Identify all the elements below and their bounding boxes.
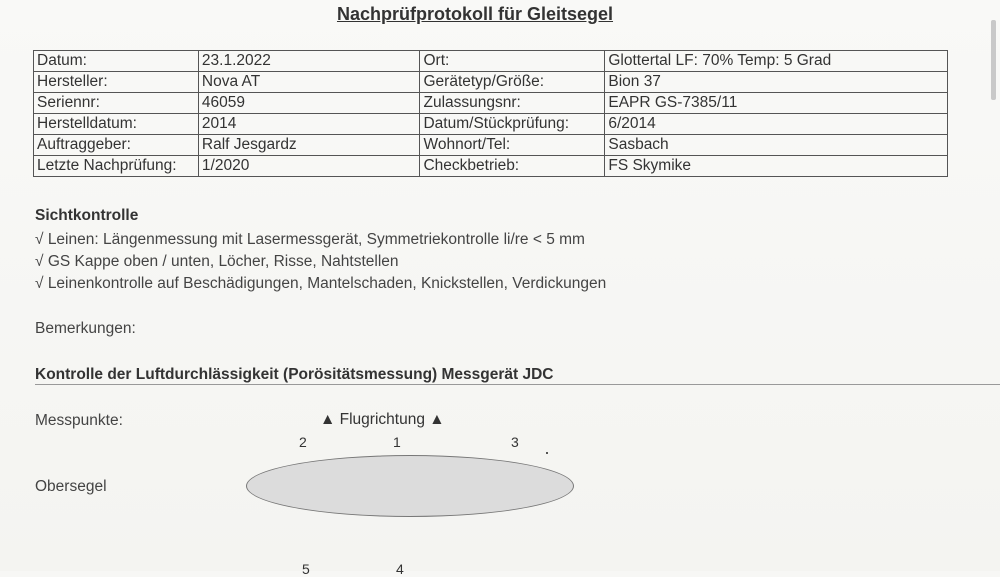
sichtkontrolle-item: √ GS Kappe oben / unten, Löcher, Risse, Nahtstellen (35, 253, 399, 270)
info-label-cell: Auftraggeber: (34, 135, 199, 156)
info-value-cell: Bion 37 (605, 72, 948, 93)
info-label-cell: Hersteller: (34, 72, 199, 93)
info-value-cell: 6/2014 (605, 114, 948, 135)
info-row (34, 156, 948, 177)
info-label-cell: Datum/Stückprüfung: (420, 114, 605, 135)
messpunkt-label: 3 (511, 434, 519, 450)
info-value-cell: FS Skymike (605, 156, 948, 177)
info-row (34, 51, 948, 72)
porositaet-title: Kontrolle der Luftdurchlässigkeit (Porösitätsmessung) Messgerät JDC (35, 366, 554, 383)
info-value-cell: Glottertal LF: 70% Temp: 5 Grad (605, 51, 948, 72)
sichtkontrolle-item: √ Leinen: Längenmessung mit Lasermessgerät, Symmetriekontrolle li/re < 5 mm (35, 231, 585, 248)
messpunkt-label: 2 (299, 434, 307, 450)
info-label-cell: Herstelldatum: (34, 114, 199, 135)
info-value-cell: 1/2020 (198, 156, 420, 177)
messpunkt-label: 4 (396, 561, 404, 577)
messpunkt-label: 1 (393, 434, 401, 450)
info-row (34, 72, 948, 93)
info-row (34, 93, 948, 114)
info-label-cell: Seriennr: (34, 93, 199, 114)
section-divider (35, 384, 1000, 385)
obersegel-shape (246, 455, 574, 517)
obersegel-label: Obersegel (35, 478, 107, 495)
page-title: Nachprüfprotokoll für Gleitsegel (336, 4, 614, 24)
info-row (34, 114, 948, 135)
info-label-cell: Datum: (34, 51, 199, 72)
info-label-cell: Letzte Nachprüfung: (34, 156, 199, 177)
flugrichtung-label: ▲ Flugrichtung ▲ (320, 411, 445, 428)
sichtkontrolle-item: √ Leinenkontrolle auf Beschädigungen, Mantelschaden, Knickstellen, Verdickungen (35, 275, 607, 292)
info-value-cell: Nova AT (198, 72, 420, 93)
info-value-cell: 2014 (198, 114, 420, 135)
info-value-cell: EAPR GS-7385/11 (605, 93, 948, 114)
info-table (33, 50, 948, 177)
messpunkte-label: Messpunkte: (35, 412, 123, 429)
info-value-cell: 46059 (198, 93, 420, 114)
info-value-cell: 23.1.2022 (198, 51, 420, 72)
messpunkt-label: 5 (302, 561, 310, 577)
info-label-cell: Gerätetyp/Größe: (420, 72, 605, 93)
info-row (34, 135, 948, 156)
marker-dot (546, 452, 548, 454)
sichtkontrolle-title: Sichtkontrolle (35, 207, 139, 224)
info-value-cell: Ralf Jesgardz (198, 135, 420, 156)
scrollbar-thumb[interactable] (991, 20, 996, 100)
info-label-cell: Wohnort/Tel: (420, 135, 605, 156)
info-label-cell: Checkbetrieb: (420, 156, 605, 177)
bemerkungen-label: Bemerkungen: (35, 320, 136, 337)
info-label-cell: Zulassungsnr: (420, 93, 605, 114)
info-label-cell: Ort: (420, 51, 605, 72)
info-value-cell: Sasbach (605, 135, 948, 156)
